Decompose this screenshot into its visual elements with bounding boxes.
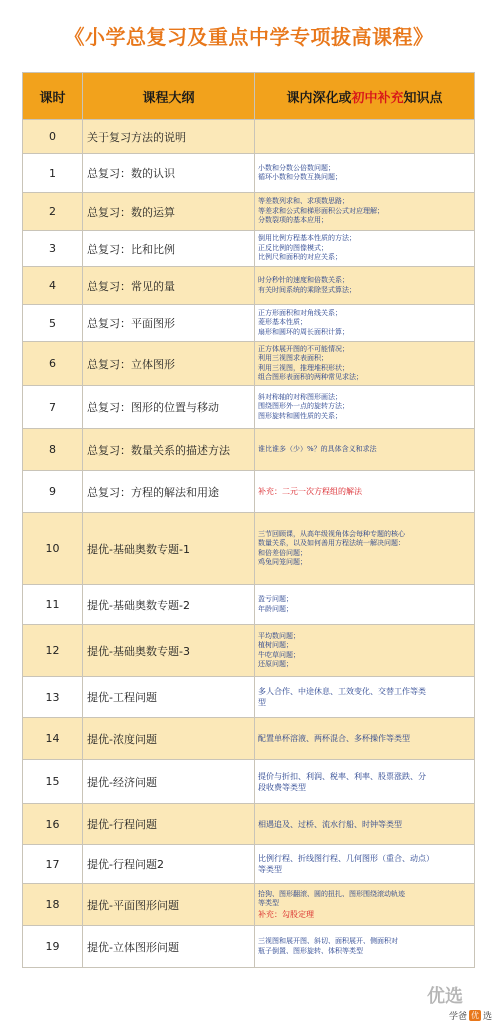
knowledge-points bbox=[255, 625, 475, 677]
knowledge-line: 还原问题； bbox=[258, 660, 293, 668]
course-outline: 总复习：平面图形 bbox=[83, 305, 255, 342]
header-knowledge bbox=[255, 73, 475, 120]
knowledge-points bbox=[255, 513, 475, 585]
course-outline: 提优-行程问题 bbox=[83, 804, 255, 845]
lesson-number: 11 bbox=[23, 585, 83, 625]
lesson-number: 9 bbox=[23, 471, 83, 513]
knowledge-line: 瓶子倒置、图形旋转、体积等类型 bbox=[258, 946, 363, 955]
course-outline: 提优-行程问题2 bbox=[83, 845, 255, 884]
supplement-note: 补充：二元一次方程组的解法 bbox=[258, 487, 362, 496]
course-outline: 总复习：图形的位置与移动 bbox=[83, 386, 255, 429]
knowledge-points bbox=[255, 804, 475, 845]
course-outline: 提优-基础奥数专题-2 bbox=[83, 585, 255, 625]
lesson-number: 19 bbox=[23, 926, 83, 968]
course-outline: 提优-平面图形问题 bbox=[83, 884, 255, 926]
table-body bbox=[23, 120, 475, 968]
knowledge-points bbox=[255, 429, 475, 471]
knowledge-line: 倒用比例方程基本性质的方法； bbox=[258, 234, 356, 243]
lesson-number: 12 bbox=[23, 625, 83, 677]
knowledge-line: 型 bbox=[258, 698, 266, 707]
table-row bbox=[23, 513, 475, 585]
knowledge-line: 利用三视图求表面积； bbox=[258, 354, 328, 362]
knowledge-points bbox=[255, 193, 475, 231]
table-row bbox=[23, 804, 475, 845]
lesson-number: 7 bbox=[23, 386, 83, 429]
table-row bbox=[23, 760, 475, 804]
table-row bbox=[23, 154, 475, 193]
watermark-left: 学爸 bbox=[448, 1012, 467, 1022]
knowledge-points bbox=[255, 677, 475, 718]
header-knowledge-prefix: 课内深化或 bbox=[286, 90, 352, 106]
knowledge-line: 平均数问题； bbox=[258, 631, 300, 640]
knowledge-line: 正方体展开图的不可能情况； bbox=[258, 344, 349, 353]
table-row bbox=[23, 342, 475, 386]
course-outline: 总复习：常见的量 bbox=[83, 267, 255, 305]
table-row bbox=[23, 884, 475, 926]
course-outline: 提优-浓度问题 bbox=[83, 718, 255, 760]
knowledge-line: 谁比谁多（少）%？的具体含义和求法 bbox=[258, 444, 377, 453]
lesson-number: 2 bbox=[23, 193, 83, 231]
table-row bbox=[23, 677, 475, 718]
page-title: 《小学总复习及重点中学专项拔高课程》 bbox=[64, 24, 434, 49]
knowledge-line: 菱形基本性质； bbox=[258, 318, 307, 327]
table-row bbox=[23, 429, 475, 471]
table-row bbox=[23, 718, 475, 760]
lesson-number: 1 bbox=[23, 154, 83, 193]
knowledge-line: 相遇追及、过桥、流水行船、时钟等类型 bbox=[258, 819, 402, 829]
knowledge-line: 循环小数和分数互换问题； bbox=[258, 173, 342, 181]
lesson-number: 18 bbox=[23, 884, 83, 926]
course-outline: 提优-工程问题 bbox=[83, 677, 255, 718]
table-row bbox=[23, 471, 475, 513]
knowledge-line: 鸡兔同笼问题； bbox=[258, 558, 307, 566]
knowledge-points bbox=[255, 386, 475, 429]
knowledge-points bbox=[255, 342, 475, 386]
lesson-number: 10 bbox=[23, 513, 83, 585]
watermark-stamp: 优选 bbox=[427, 986, 463, 1007]
table-row bbox=[23, 231, 475, 267]
table-row bbox=[23, 926, 475, 968]
knowledge-points bbox=[255, 231, 475, 267]
knowledge-line: 三视图和展开图、斜切、面积展开、侧面积对 bbox=[258, 937, 398, 945]
lesson-number: 16 bbox=[23, 804, 83, 845]
knowledge-line: 等类型 bbox=[258, 899, 279, 907]
knowledge-points bbox=[255, 305, 475, 342]
knowledge-line: 小数和分数公倍数问题； bbox=[258, 163, 335, 172]
table-row bbox=[23, 267, 475, 305]
watermark bbox=[449, 1009, 492, 1022]
knowledge-line: 比例行程、折线图行程、几何图形（重合、动点） bbox=[258, 854, 434, 863]
table-row bbox=[23, 193, 475, 231]
table-row bbox=[23, 386, 475, 429]
knowledge-points bbox=[255, 718, 475, 760]
header-knowledge-red: 初中补充 bbox=[351, 90, 404, 106]
lesson-number: 13 bbox=[23, 677, 83, 718]
knowledge-line: 段收费等类型 bbox=[258, 782, 306, 792]
course-outline: 提优-立体图形问题 bbox=[83, 926, 255, 968]
knowledge-line: 盈亏问题； bbox=[258, 595, 293, 603]
table-row bbox=[23, 305, 475, 342]
table-row bbox=[23, 845, 475, 884]
knowledge-line: 拾狗、图形翻滚、圆的扭扎、图形围绕滚动轨迹 bbox=[258, 889, 405, 898]
lesson-number: 17 bbox=[23, 845, 83, 884]
knowledge-points bbox=[255, 120, 475, 154]
knowledge-points bbox=[255, 845, 475, 884]
lesson-number: 5 bbox=[23, 305, 83, 342]
header-lesson: 课时 bbox=[23, 73, 83, 120]
knowledge-line: 扇形和圆环的周长面积计算； bbox=[258, 327, 349, 336]
knowledge-line: 数量关系，以及如何善用方程法统一解决问题： bbox=[258, 539, 405, 547]
lesson-number: 3 bbox=[23, 231, 83, 267]
knowledge-points bbox=[255, 154, 475, 193]
knowledge-line: 利用三视图，推理堆积形状； bbox=[258, 363, 349, 372]
knowledge-line: 年龄问题； bbox=[258, 604, 293, 613]
course-outline: 提优-经济问题 bbox=[83, 760, 255, 804]
watermark-right: 选 bbox=[482, 1012, 492, 1022]
knowledge-line: 植树问题； bbox=[258, 641, 293, 649]
knowledge-line: 围绕图形外一点的旋转方法； bbox=[258, 402, 349, 411]
knowledge-line: 比例尺和面积的对应关系； bbox=[258, 253, 342, 262]
knowledge-line: 正反比例的图像模式； bbox=[258, 243, 328, 252]
knowledge-points bbox=[255, 585, 475, 625]
knowledge-line: 等差数列求和、求项数思路； bbox=[258, 197, 349, 206]
knowledge-points bbox=[255, 884, 475, 926]
knowledge-line: 等类型 bbox=[258, 865, 282, 874]
knowledge-line: 提价与折扣、利润、税率、利率、股票涨跌、分 bbox=[258, 771, 426, 781]
table-row bbox=[23, 625, 475, 677]
course-outline: 总复习：方程的解法和用途 bbox=[83, 471, 255, 513]
course-outline: 提优-基础奥数专题-3 bbox=[83, 625, 255, 677]
knowledge-points bbox=[255, 471, 475, 513]
knowledge-line: 正方形面积和对角线关系； bbox=[258, 308, 342, 317]
course-outline: 总复习：比和比例 bbox=[83, 231, 255, 267]
knowledge-line: 有关时间系统的乘除竖式算法； bbox=[258, 285, 356, 294]
header-outline: 课程大纲 bbox=[83, 73, 255, 120]
course-table bbox=[22, 72, 475, 968]
knowledge-line: 分数裂项的基本应用； bbox=[258, 216, 328, 225]
knowledge-line: 三节回顾课，从高年级视角体会每种专题的核心 bbox=[258, 529, 405, 538]
lesson-number: 15 bbox=[23, 760, 83, 804]
knowledge-line: 组合图形表面积的两种常见求法； bbox=[258, 373, 363, 381]
lesson-number: 0 bbox=[23, 120, 83, 154]
table-row bbox=[23, 120, 475, 154]
header-knowledge-suffix: 知识点 bbox=[403, 90, 443, 106]
knowledge-line: 配置单杯溶液、两杯混合、多杯操作等类型 bbox=[258, 734, 410, 743]
table-row bbox=[23, 585, 475, 625]
knowledge-line: 和倍差倍问题； bbox=[258, 548, 307, 557]
knowledge-line: 斜对称轴的对称图形画法； bbox=[258, 392, 342, 401]
supplement-note: 补充：勾股定理 bbox=[258, 909, 314, 919]
knowledge-line: 多人合作、中途休息、工效变化、交替工作等类 bbox=[258, 687, 426, 696]
lesson-number: 4 bbox=[23, 267, 83, 305]
lesson-number: 8 bbox=[23, 429, 83, 471]
knowledge-line: 牛吃草问题； bbox=[258, 650, 300, 659]
knowledge-points bbox=[255, 760, 475, 804]
course-outline: 总复习：立体图形 bbox=[83, 342, 255, 386]
knowledge-points bbox=[255, 926, 475, 968]
course-outline: 关于复习方法的说明 bbox=[83, 120, 255, 154]
knowledge-line: 时分秒针的速度和倍数关系； bbox=[258, 276, 349, 284]
lesson-number: 14 bbox=[23, 718, 83, 760]
knowledge-line: 等差求和公式和梯形面积公式对应理解； bbox=[258, 206, 384, 215]
course-outline: 总复习：数的认识 bbox=[83, 154, 255, 193]
course-outline: 提优-基础奥数专题-1 bbox=[83, 513, 255, 585]
lesson-number: 6 bbox=[23, 342, 83, 386]
course-outline: 总复习：数量关系的描述方法 bbox=[83, 429, 255, 471]
table-header-row bbox=[23, 73, 475, 120]
knowledge-points bbox=[255, 267, 475, 305]
course-outline: 总复习：数的运算 bbox=[83, 193, 255, 231]
knowledge-line: 图形旋转和圆性质的关系； bbox=[258, 411, 342, 420]
watermark-badge: 优 bbox=[470, 1011, 479, 1020]
